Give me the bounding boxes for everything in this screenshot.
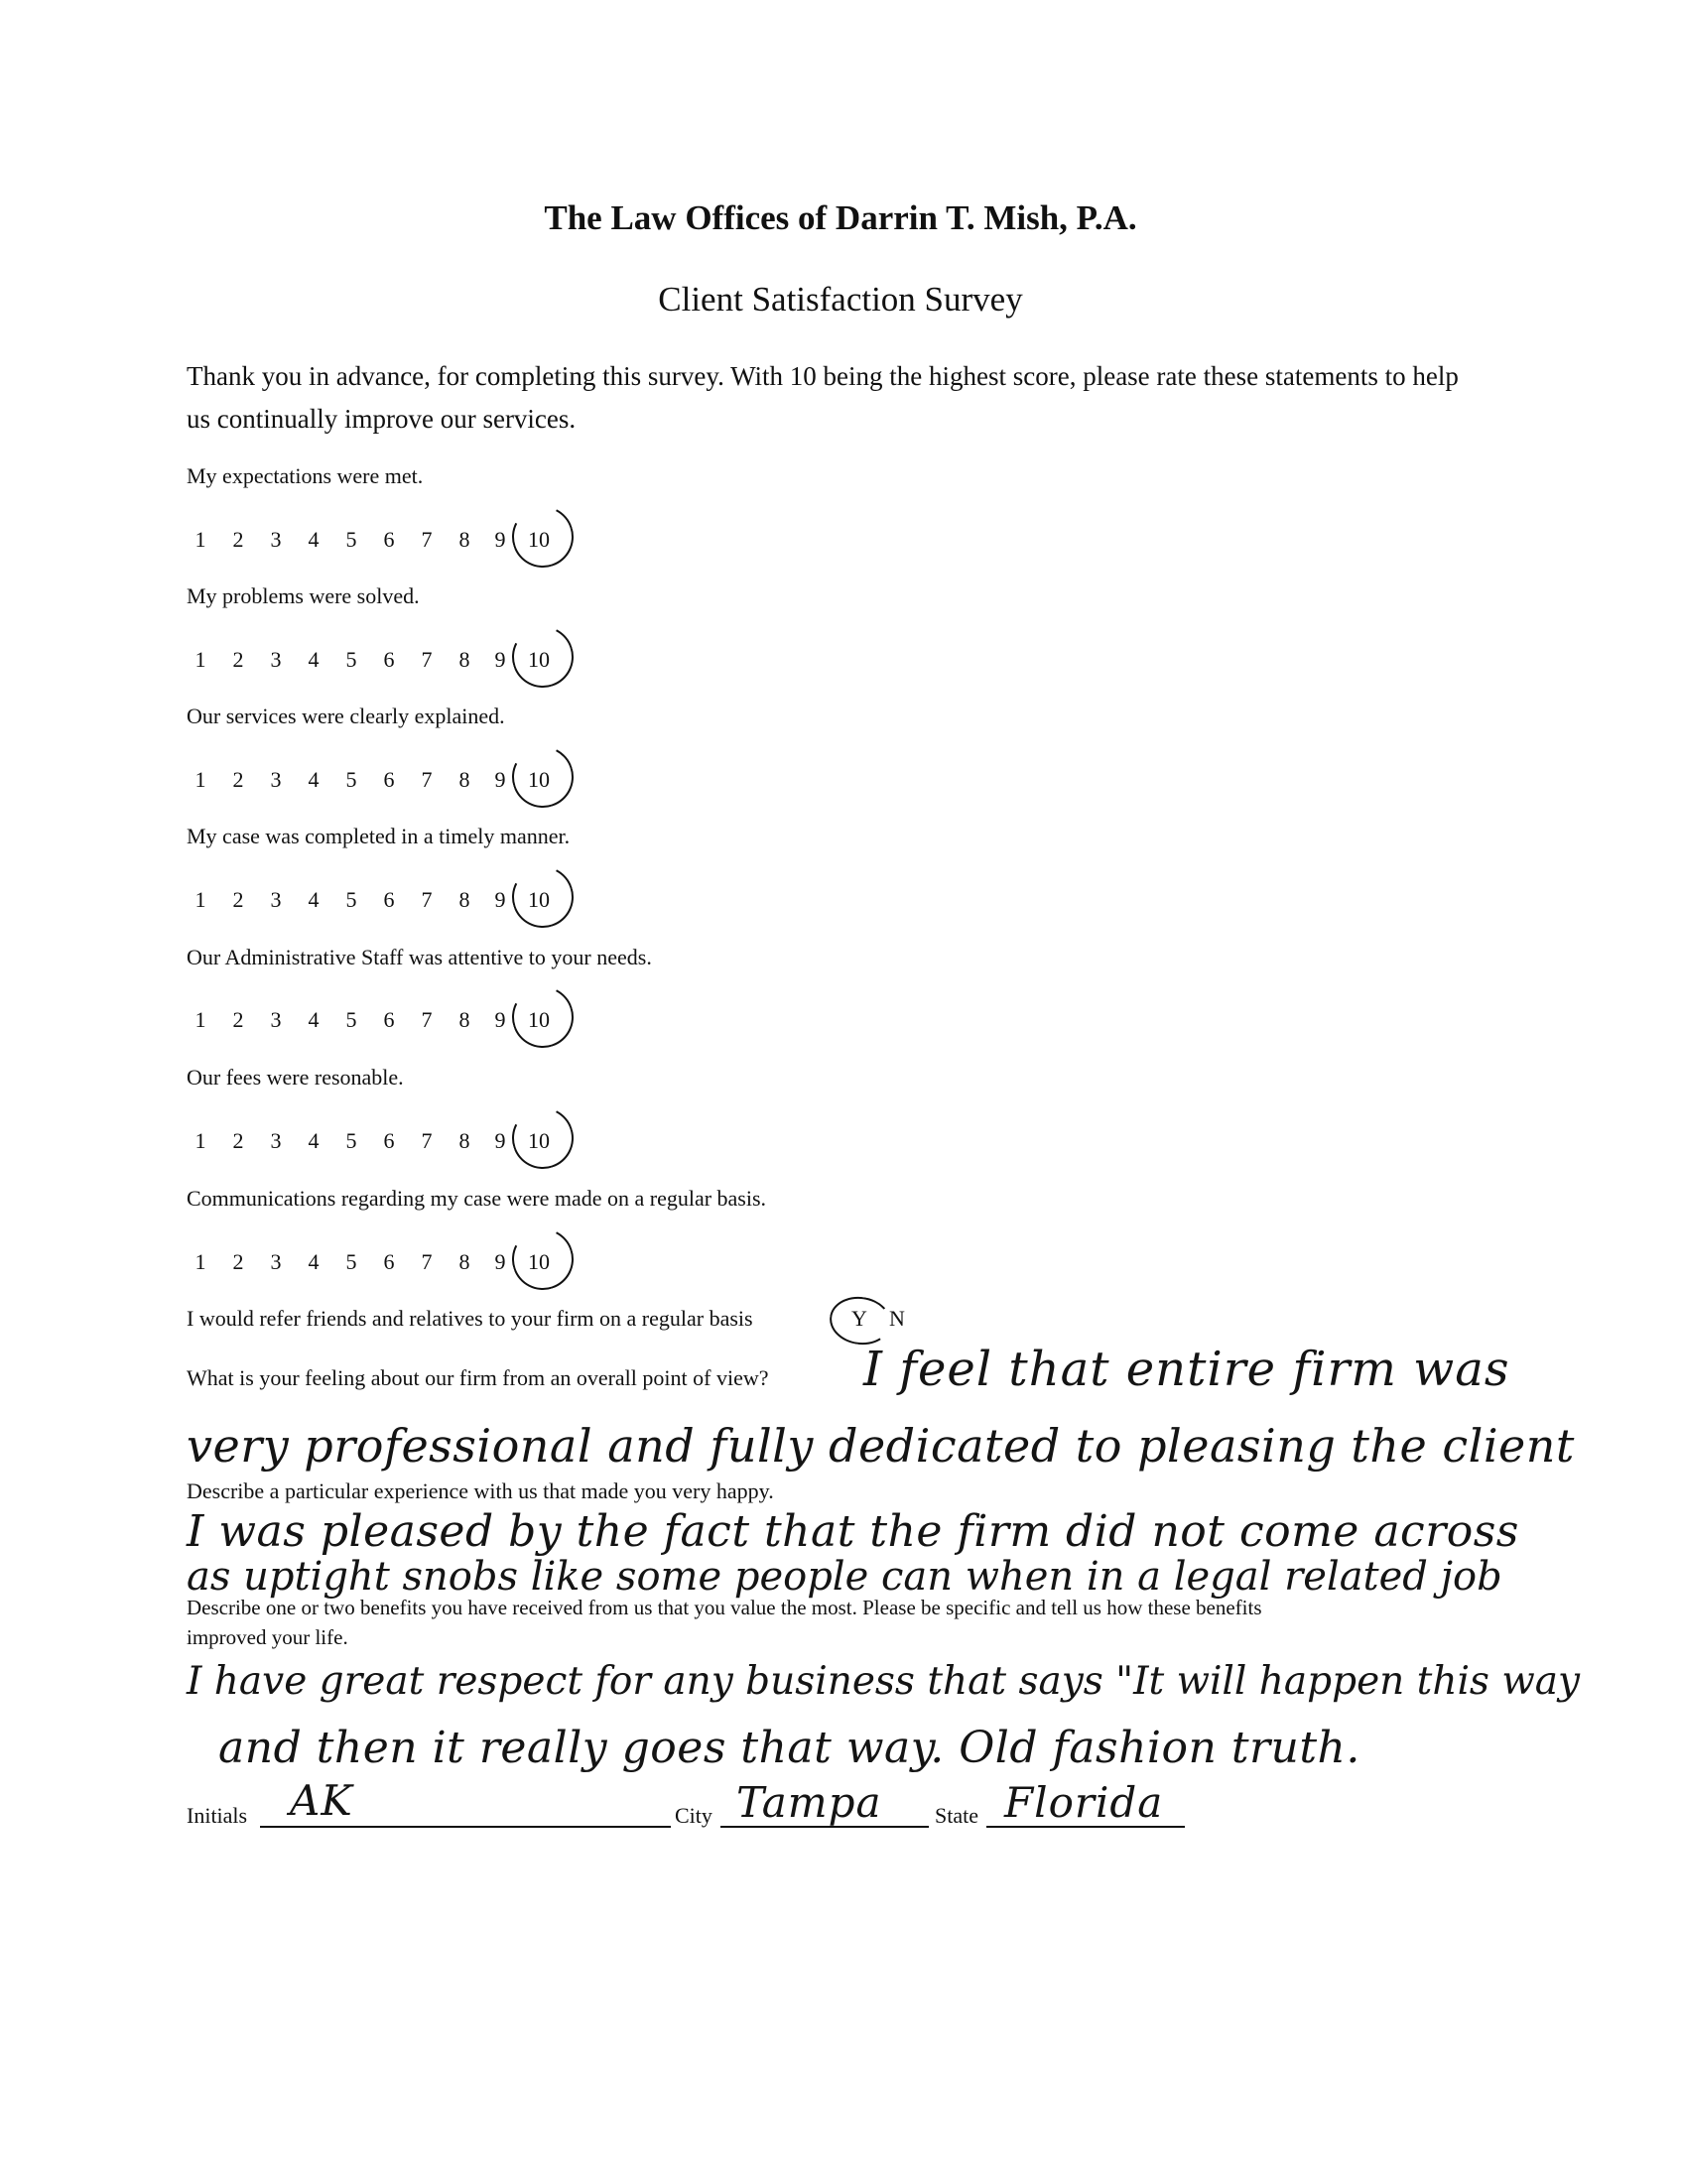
- rating-option-10: 10: [528, 1007, 550, 1032]
- refer-answer: [840, 1306, 919, 1336]
- rating-option-10: 10: [528, 527, 550, 552]
- benefits-answer-line: and then it really goes that way. Old fashion truth.: [218, 1723, 1360, 1773]
- rating-option-9: 9: [494, 1249, 506, 1274]
- rating-option-2: 2: [232, 1007, 244, 1032]
- rating-option-5: 5: [345, 527, 357, 552]
- rating-option-8: 8: [458, 767, 470, 792]
- rating-option-5: 5: [345, 647, 357, 672]
- question-label: Our services were clearly explained.: [187, 704, 505, 728]
- experience-answer-line: as uptight snobs like some people can when in a legal related job: [187, 1554, 1502, 1600]
- rating-option-9: 9: [494, 527, 506, 552]
- rating-option-4: 4: [308, 767, 320, 792]
- city-label: City: [675, 1803, 712, 1828]
- survey-subtitle: Client Satisfaction Survey: [658, 280, 1023, 319]
- rating-option-4: 4: [308, 527, 320, 552]
- rating-option-1: 1: [194, 767, 206, 792]
- question-label: Our Administrative Staff was attentive to your needs.: [187, 945, 652, 969]
- rating-option-4: 4: [308, 1128, 320, 1153]
- city-value: Tampa: [736, 1778, 882, 1827]
- rating-option-5: 5: [345, 887, 357, 912]
- rating-option-1: 1: [194, 647, 206, 672]
- document-title: The Law Offices of Darrin T. Mish, P.A.: [544, 198, 1137, 237]
- refer-no-option: N: [889, 1306, 905, 1331]
- feeling-answer-line: I feel that entire firm was: [863, 1342, 1510, 1397]
- benefits-question-label: Describe one or two benefits you have received from us that you value the most. Please be specific and tell us how these benefits: [187, 1596, 1262, 1619]
- rating-option-4: 4: [308, 1007, 320, 1032]
- selected-rating-circle: [504, 858, 582, 936]
- rating-option-2: 2: [232, 647, 244, 672]
- rating-option-6: 6: [383, 1007, 395, 1032]
- rating-option-10: 10: [528, 1249, 550, 1274]
- rating-option-9: 9: [494, 767, 506, 792]
- rating-option-2: 2: [232, 1249, 244, 1274]
- rating-option-8: 8: [458, 1249, 470, 1274]
- selected-rating-circle: [504, 1220, 582, 1298]
- rating-option-1: 1: [194, 1128, 206, 1153]
- rating-option-3: 3: [270, 647, 282, 672]
- rating-option-3: 3: [270, 887, 282, 912]
- rating-option-5: 5: [345, 1128, 357, 1153]
- question-label: Communications regarding my case were made on a regular basis.: [187, 1186, 767, 1211]
- intro-text: Thank you in advance, for completing this survey. With 10 being the highest score, please rate these statements to help us continually improve our services.: [187, 361, 1459, 434]
- rating-option-7: 7: [421, 647, 433, 672]
- rating-option-1: 1: [194, 1249, 206, 1274]
- rating-option-10: 10: [528, 1128, 550, 1153]
- rating-option-6: 6: [383, 767, 395, 792]
- rating-option-2: 2: [232, 1128, 244, 1153]
- rating-option-5: 5: [345, 1249, 357, 1274]
- rating-option-3: 3: [270, 1007, 282, 1032]
- rating-option-7: 7: [421, 527, 433, 552]
- rating-option-7: 7: [421, 887, 433, 912]
- selected-rating-circle: [504, 618, 582, 696]
- rating-option-1: 1: [194, 887, 206, 912]
- rating-option-8: 8: [458, 1007, 470, 1032]
- rating-option-9: 9: [494, 887, 506, 912]
- rating-option-3: 3: [270, 527, 282, 552]
- question-label: My case was completed in a timely manner.: [187, 824, 571, 848]
- rating-option-4: 4: [308, 1249, 320, 1274]
- feeling-question-label: What is your feeling about our firm from an overall point of view?: [187, 1365, 769, 1390]
- selected-rating-circle: [504, 738, 582, 816]
- selected-rating-circle: [504, 978, 582, 1056]
- question-label: My problems were solved.: [187, 583, 420, 608]
- rating-option-8: 8: [458, 887, 470, 912]
- rating-option-9: 9: [494, 1007, 506, 1032]
- refer-question-label: I would refer friends and relatives to your firm on a regular basis: [187, 1306, 753, 1331]
- rating-option-2: 2: [232, 887, 244, 912]
- rating-option-6: 6: [383, 887, 395, 912]
- rating-option-3: 3: [270, 1249, 282, 1274]
- state-label: State: [935, 1803, 978, 1828]
- rating-option-2: 2: [232, 527, 244, 552]
- rating-option-8: 8: [458, 1128, 470, 1153]
- rating-option-7: 7: [421, 1128, 433, 1153]
- rating-option-6: 6: [383, 1249, 395, 1274]
- question-label: Our fees were resonable.: [187, 1065, 404, 1090]
- rating-option-10: 10: [528, 887, 550, 912]
- rating-option-5: 5: [345, 1007, 357, 1032]
- selected-rating-circle: [504, 1099, 582, 1177]
- rating-option-5: 5: [345, 767, 357, 792]
- rating-option-1: 1: [194, 527, 206, 552]
- rating-option-1: 1: [194, 1007, 206, 1032]
- rating-option-4: 4: [308, 647, 320, 672]
- experience-answer-line: I was pleased by the fact that the firm did not come across: [187, 1506, 1519, 1557]
- rating-option-7: 7: [421, 1249, 433, 1274]
- rating-option-7: 7: [421, 767, 433, 792]
- initials-label: Initials: [187, 1803, 248, 1828]
- rating-option-2: 2: [232, 767, 244, 792]
- rating-option-6: 6: [383, 647, 395, 672]
- rating-option-6: 6: [383, 1128, 395, 1153]
- rating-option-6: 6: [383, 527, 395, 552]
- rating-option-9: 9: [494, 647, 506, 672]
- state-value: Florida: [1004, 1778, 1164, 1827]
- rating-option-8: 8: [458, 527, 470, 552]
- rating-option-3: 3: [270, 767, 282, 792]
- rating-option-8: 8: [458, 647, 470, 672]
- rating-option-4: 4: [308, 887, 320, 912]
- rating-option-10: 10: [528, 767, 550, 792]
- rating-option-9: 9: [494, 1128, 506, 1153]
- experience-question-label: Describe a particular experience with us that made you very happy.: [187, 1478, 774, 1503]
- selected-rating-circle: [504, 498, 582, 576]
- refer-yes-option: Y: [851, 1306, 867, 1331]
- rating-option-3: 3: [270, 1128, 282, 1153]
- initials-line: [260, 1826, 671, 1828]
- rating-option-10: 10: [528, 647, 550, 672]
- feeling-answer-line: very professional and fully dedicated to pleasing the client: [187, 1419, 1575, 1473]
- initials-value: AK: [290, 1776, 353, 1825]
- benefits-answer-line: I have great respect for any business that says "It will happen this way: [187, 1659, 1580, 1704]
- rating-option-7: 7: [421, 1007, 433, 1032]
- question-label: My expectations were met.: [187, 463, 424, 488]
- benefits-question-label: improved your life.: [187, 1625, 348, 1649]
